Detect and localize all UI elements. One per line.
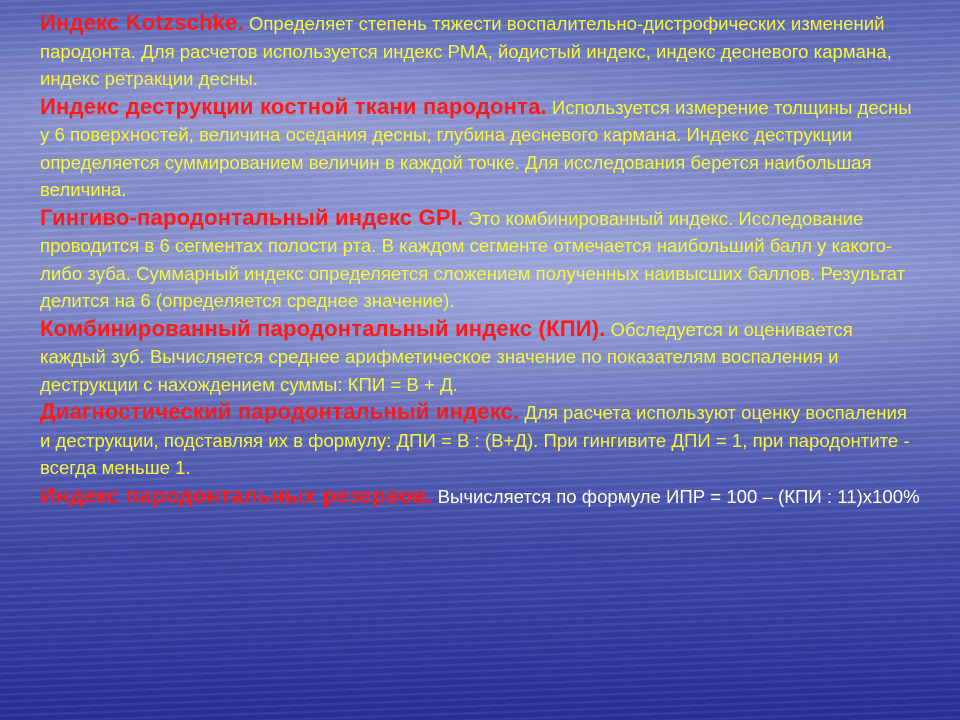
heading-dot: . bbox=[513, 399, 520, 424]
paragraph-dpi bbox=[40, 398, 920, 482]
slide-content bbox=[40, 9, 920, 510]
heading-kpi: Комбинированный пародонтальный индекс (КПИ) bbox=[40, 315, 600, 341]
heading-dot: . bbox=[457, 204, 464, 230]
paragraph-text: Для расчета используют оценку воспаления и деструкции, подставляя их в формулу: ДПИ = В : (В+Д). При гингивите ДПИ = 1, при пародонтите - всегда меньше 1. bbox=[40, 402, 910, 478]
heading-dpi: Диагностический пародонтальный индекс bbox=[40, 399, 514, 424]
paragraph-kotzschke bbox=[40, 9, 920, 93]
paragraph-text: Обследуется и оценивается каждый зуб. Вычисляется среднее арифметическое значение по показателям воспаления и деструкции с нахождением суммы: КПИ = В + Д. bbox=[40, 318, 853, 395]
paragraph-text: Определяет степень тяжести воспалительно-дистрофических изменений пародонта. Для расчетов используется индекс РМА, йодистый индекс, индекс десневого кармана, индекс ретракции десны. bbox=[40, 13, 892, 89]
paragraph-text: Используется измерение толщины десны у 6 поверхностей, величина оседания десны, глубина десневого кармана. Индекс деструкции определяется суммированием величин в каждой точке. Для исследования берется наибольшая величина. bbox=[40, 96, 912, 200]
heading-dot: . bbox=[540, 93, 547, 119]
heading-bone-destruction: Индекс деструкции костной ткани пародонта bbox=[40, 93, 541, 119]
paragraph-kpi bbox=[40, 315, 920, 399]
paragraph-bone-destruction bbox=[40, 93, 920, 204]
paragraph-text: Это комбинированный индекс. Исследование проводится в 6 сегментах полости рта. В каждом сегменте отмечается наибольший балл у какого-либо зуба. Суммарный индекс определяется сложением полученных наивысших баллов. Результат делится на 6 (определяется среднее значение). bbox=[40, 207, 906, 311]
heading-kotzschke: Индекс Kotzschke bbox=[40, 10, 238, 35]
heading-dot: . bbox=[426, 482, 433, 508]
heading-ipr: Индекс пародонтальных резервов bbox=[40, 482, 427, 508]
paragraph-ipr bbox=[40, 482, 920, 511]
paragraph-gpi bbox=[40, 204, 920, 315]
paragraph-text: Вычисляется по формуле ИПР = 100 – (КПИ : 11)х100% bbox=[432, 485, 920, 507]
heading-dot: . bbox=[237, 10, 244, 35]
heading-dot: . bbox=[599, 315, 606, 341]
heading-gpi: Гингиво-пародонтальный индекс GPI bbox=[40, 204, 458, 230]
